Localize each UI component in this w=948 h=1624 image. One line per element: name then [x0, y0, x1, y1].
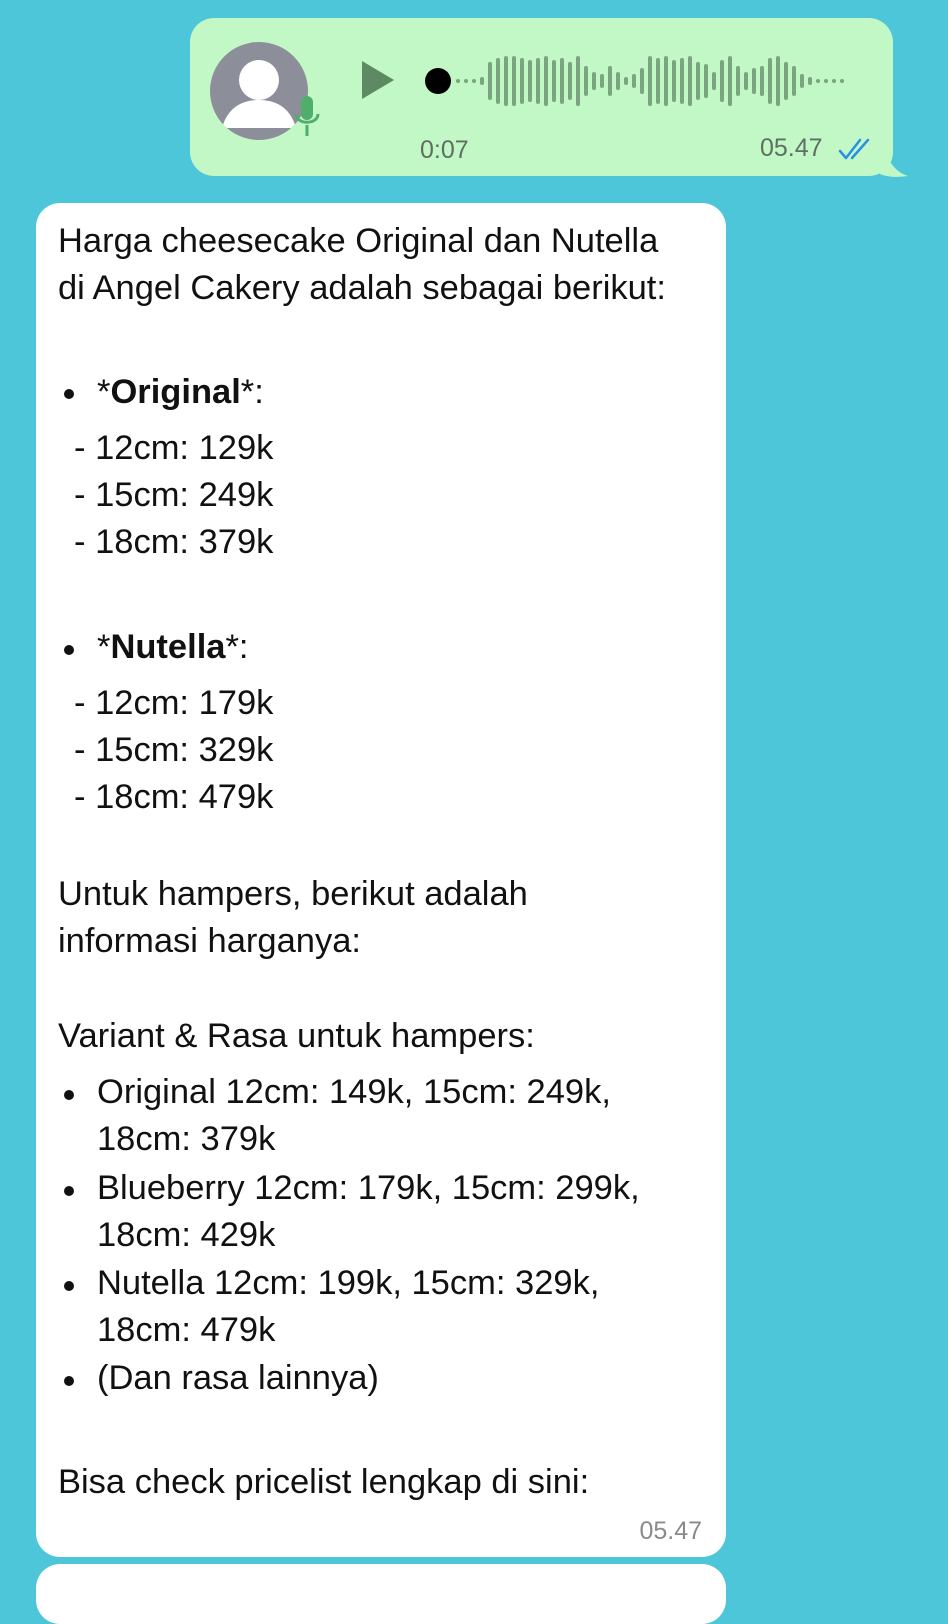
intro-line-1: Harga cheesecake Original dan Nutella: [58, 222, 659, 260]
text-message-bubble[interactable]: [36, 203, 726, 1557]
waveform[interactable]: [422, 52, 862, 110]
original-price-18: - 18cm: 379k: [74, 523, 274, 561]
nutella-price-15: - 15cm: 329k: [74, 731, 274, 769]
voice-timestamp: 05.47: [760, 134, 823, 162]
mic-icon: [292, 94, 322, 140]
next-message-bubble[interactable]: [36, 1564, 726, 1624]
nutella-price-12: - 12cm: 179k: [74, 684, 274, 722]
variant-nutella-line-2: 18cm: 479k: [97, 1311, 276, 1349]
hampers-line-2: informasi harganya:: [58, 922, 361, 960]
original-heading: *Original*:: [97, 373, 264, 411]
nutella-heading: *Nutella*:: [97, 628, 249, 666]
closing-line: Bisa check pricelist lengkap di sini:: [58, 1463, 590, 1501]
variant-other: (Dan rasa lainnya): [97, 1359, 379, 1397]
voice-message-bubble[interactable]: [190, 18, 893, 176]
nutella-price-18: - 18cm: 479k: [74, 778, 274, 816]
variant-nutella-line-1: Nutella 12cm: 199k, 15cm: 329k,: [97, 1264, 600, 1302]
voice-duration: 0:07: [420, 136, 469, 164]
variant-original-line-1: Original 12cm: 149k, 15cm: 249k,: [97, 1073, 611, 1111]
variant-blueberry-line-1: Blueberry 12cm: 179k, 15cm: 299k,: [97, 1169, 640, 1207]
double-check-icon: [838, 136, 876, 162]
original-price-12: - 12cm: 129k: [74, 429, 274, 467]
bullet-dot: [64, 645, 74, 655]
bullet-dot: [64, 389, 74, 399]
message-timestamp: 05.47: [639, 1517, 702, 1545]
hampers-line-1: Untuk hampers, berikut adalah: [58, 875, 528, 913]
bubble-tail: [880, 130, 910, 178]
variant-blueberry-line-2: 18cm: 429k: [97, 1216, 276, 1254]
intro-line-2: di Angel Cakery adalah sebagai berikut:: [58, 269, 666, 307]
variant-heading: Variant & Rasa untuk hampers:: [58, 1017, 535, 1055]
original-price-15: - 15cm: 249k: [74, 476, 274, 514]
bullet-dot: [64, 1090, 74, 1100]
bullet-dot: [64, 1186, 74, 1196]
play-icon[interactable]: [358, 58, 398, 102]
bullet-dot: [64, 1376, 74, 1386]
variant-original-line-2: 18cm: 379k: [97, 1120, 276, 1158]
bullet-dot: [64, 1281, 74, 1291]
